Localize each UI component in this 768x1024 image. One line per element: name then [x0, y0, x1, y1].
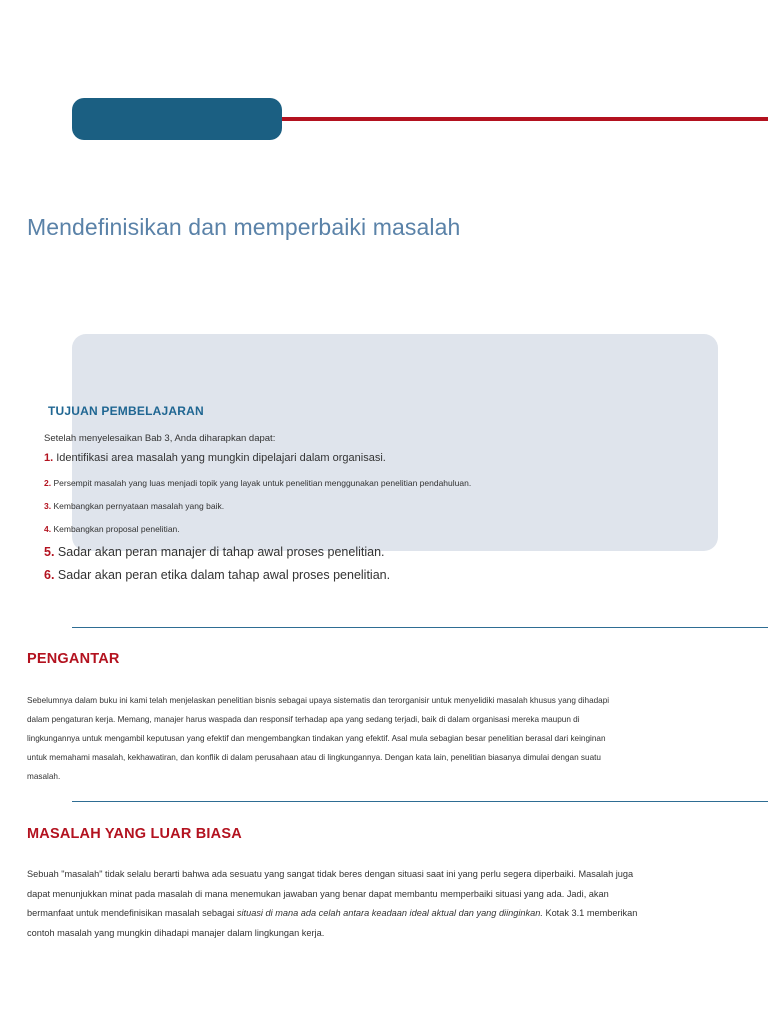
intro-paragraph	[27, 691, 687, 786]
objective-item	[44, 452, 386, 464]
header-rule	[282, 117, 768, 121]
paragraph-text: bermanfaat untuk mendefinisikan masalah sebagai	[27, 908, 237, 918]
paragraph-line: lingkungannya untuk mengambil keputusan yang efektif dan mengembangkan tindakan yang efektif. Asal mula sebagian besar penelitian berasal dari keinginan	[27, 734, 606, 743]
paragraph-line: Sebelumnya dalam buku ini kami telah menjelaskan penelitian bisnis sebagai upaya sistematis dan terorganisir untuk menyelidiki masalah khusus yang dihadapi	[27, 696, 610, 705]
objective-number: 6.	[44, 568, 55, 582]
objective-number: 1.	[44, 452, 54, 464]
paragraph-line: masalah.	[27, 772, 61, 781]
objective-text: Kembangkan pernyataan masalah yang baik.	[53, 501, 225, 511]
objective-text: Kembangkan proposal penelitian.	[53, 524, 180, 534]
objective-item	[44, 545, 385, 559]
problem-paragraph	[27, 865, 687, 943]
objective-text: Sadar akan peran manajer di tahap awal proses penelitian.	[57, 545, 385, 559]
paragraph-line: Sebuah "masalah" tidak selalu berarti bahwa ada sesuatu yang sangat tidak beres dengan situasi saat ini yang perlu segera diperbaiki. Masalah juga	[27, 869, 634, 879]
objective-number: 3.	[44, 501, 52, 511]
objective-item	[44, 568, 390, 582]
objective-text: Sadar akan peran etika dalam tahap awal proses penelitian.	[57, 568, 391, 582]
paragraph-line: dapat menunjukkan minat pada masalah di mana menemukan jawaban yang benar dapat membantu memperbaiki situasi yang ada. Jadi, akan	[27, 888, 609, 899]
problem-heading: MASALAH YANG LUAR BIASA	[27, 826, 242, 842]
objectives-heading: TUJUAN PEMBELAJARAN	[48, 404, 204, 418]
chapter-title: Mendefinisikan dan memperbaiki masalah	[27, 214, 461, 240]
objectives-intro: Setelah menyelesaikan Bab 3, Anda diharapkan dapat:	[44, 433, 276, 444]
objective-number: 5.	[44, 545, 55, 559]
paragraph-line: untuk memahami masalah, kekhawatiran, dan konflik di dalam perusahaan atau di lingkungannya. Dengan kata lain, penelitian biasanya dimulai dengan suatu	[27, 753, 601, 762]
section-divider	[72, 801, 768, 802]
paragraph-line: dalam pengaturan kerja. Memang, manajer harus waspada dan responsif terhadap apa yang sedang terjadi, baik di dalam organisasi mereka maupun di	[27, 715, 580, 724]
objective-item	[44, 478, 471, 488]
problem-definition-italic: situasi di mana ada celah antara keadaan ideal aktual dan yang diinginkan.	[236, 908, 543, 918]
paragraph-line: contoh masalah yang mungkin dihadapi manajer dalam lingkungan kerja.	[27, 927, 325, 938]
section-divider	[72, 627, 768, 628]
objective-text: Persempit masalah yang luas menjadi topik yang layak untuk penelitian menggunakan penelitian pendahuluan.	[53, 478, 472, 488]
objective-number: 4.	[44, 524, 52, 534]
objective-item	[44, 524, 180, 534]
objective-number: 2.	[44, 478, 52, 488]
intro-heading: PENGANTAR	[27, 651, 120, 667]
objective-item	[44, 501, 224, 511]
objective-text: Identifikasi area masalah yang mungkin dipelajari dalam organisasi.	[56, 452, 386, 464]
paragraph-text: Kotak 3.1 memberikan	[542, 908, 638, 918]
paragraph-line	[27, 904, 687, 924]
chapter-header-tab	[72, 98, 282, 140]
